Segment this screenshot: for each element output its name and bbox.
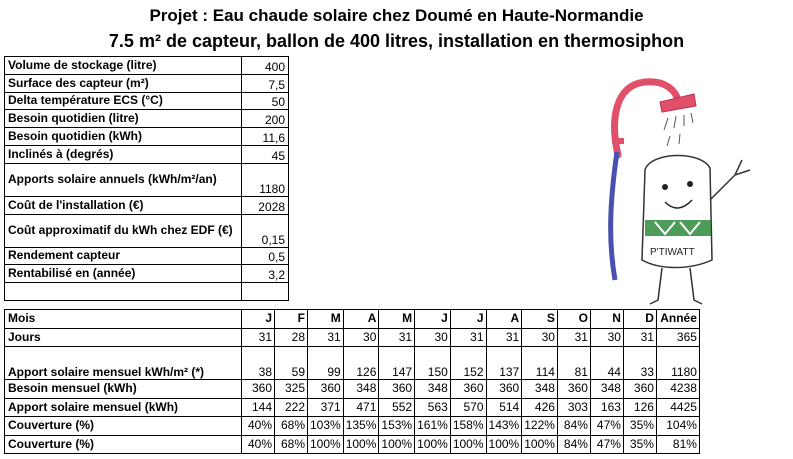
- monthly-cell: 135%: [343, 417, 379, 436]
- monthly-cell: 99: [308, 347, 344, 380]
- monthly-cell: 81: [557, 347, 590, 380]
- param-row: [5, 247, 289, 265]
- monthly-cell: 30: [415, 328, 451, 347]
- blank-row: [5, 283, 289, 301]
- monthly-cell: 360: [557, 380, 590, 399]
- monthly-cell: 426: [522, 398, 558, 417]
- monthly-year-cell: 4238: [656, 380, 699, 399]
- monthly-row-label: Jours: [5, 328, 242, 347]
- monthly-row-label: Couverture (%): [5, 417, 242, 436]
- monthly-cell: 100%: [522, 435, 558, 454]
- monthly-cell: 59: [275, 347, 308, 380]
- param-value: 7,5: [242, 74, 289, 92]
- monthly-cell: 84%: [557, 435, 590, 454]
- monthly-row-label: Couverture (%): [5, 435, 242, 454]
- monthly-header-row: [5, 310, 700, 329]
- monthly-cell: 360: [623, 380, 656, 399]
- param-row: [5, 214, 289, 247]
- param-row: [5, 128, 289, 146]
- monthly-cell: 371: [308, 398, 344, 417]
- param-value: 2028: [242, 196, 289, 214]
- param-label: Inclinés à (degrés): [5, 145, 242, 163]
- param-row: [5, 57, 289, 75]
- month-header: J: [242, 310, 275, 329]
- monthly-year-cell: 81%: [656, 435, 699, 454]
- month-header: A: [343, 310, 379, 329]
- monthly-cell: 30: [522, 328, 558, 347]
- character-legs: [650, 268, 702, 304]
- monthly-cell: 31: [486, 328, 522, 347]
- parameters-table: [4, 56, 289, 301]
- monthly-cell: 360: [242, 380, 275, 399]
- left-eye-icon: [662, 184, 668, 190]
- monthly-cell: 31: [623, 328, 656, 347]
- shower-valve-icon: [612, 138, 624, 144]
- monthly-cell: 31: [242, 328, 275, 347]
- monthly-cell: 84%: [557, 417, 590, 436]
- monthly-cell: 100%: [308, 435, 344, 454]
- shower-character-drawing: [570, 60, 770, 310]
- param-row: [5, 110, 289, 128]
- monthly-cell: 35%: [623, 417, 656, 436]
- monthly-cell: 40%: [242, 417, 275, 436]
- monthly-cell: 147: [379, 347, 415, 380]
- year-header: Année: [656, 310, 699, 329]
- monthly-year-cell: 365: [656, 328, 699, 347]
- month-header: S: [522, 310, 558, 329]
- monthly-row: [5, 398, 700, 417]
- monthly-cell: 563: [415, 398, 451, 417]
- param-label: Rentabilisé en (année): [5, 265, 242, 283]
- monthly-cell: 360: [450, 380, 486, 399]
- monthly-cell: 570: [450, 398, 486, 417]
- param-row: [5, 265, 289, 283]
- monthly-row: [5, 347, 700, 380]
- blank-cell: [5, 283, 242, 301]
- monthly-cell: 38: [242, 347, 275, 380]
- monthly-cell: 143%: [486, 417, 522, 436]
- param-value: 200: [242, 110, 289, 128]
- monthly-cell: 360: [308, 380, 344, 399]
- month-header: N: [590, 310, 623, 329]
- param-row: [5, 145, 289, 163]
- param-value: 11,6: [242, 128, 289, 146]
- blank-cell: [242, 283, 289, 301]
- monthly-cell: 114: [522, 347, 558, 380]
- param-row: [5, 163, 289, 196]
- monthly-cell: 31: [379, 328, 415, 347]
- param-value: 400: [242, 57, 289, 75]
- param-label: Coût approximatif du kWh chez EDF (€): [5, 214, 242, 247]
- param-label: Besoin quotidien (litre): [5, 110, 242, 128]
- monthly-cell: 514: [486, 398, 522, 417]
- param-value: 1180: [242, 163, 289, 196]
- monthly-cell: 100%: [343, 435, 379, 454]
- monthly-cell: 47%: [590, 435, 623, 454]
- monthly-year-cell: 1180: [656, 347, 699, 380]
- param-label: Apports solaire annuels (kWh/m²/an): [5, 163, 242, 196]
- monthly-cell: 348: [343, 380, 379, 399]
- monthly-cell: 30: [343, 328, 379, 347]
- monthly-cell: 126: [343, 347, 379, 380]
- monthly-header-label: Mois: [5, 310, 242, 329]
- monthly-row-label: Apport solaire mensuel (kWh): [5, 398, 242, 417]
- param-row: [5, 74, 289, 92]
- monthly-cell: 35%: [623, 435, 656, 454]
- monthly-cell: 348: [522, 380, 558, 399]
- monthly-cell: 152: [450, 347, 486, 380]
- param-label: Delta température ECS (°C): [5, 92, 242, 110]
- param-row: [5, 92, 289, 110]
- monthly-row: [5, 435, 700, 454]
- character-arm: [710, 160, 750, 200]
- monthly-cell: 360: [379, 380, 415, 399]
- page-subtitle: 7.5 m² de capteur, ballon de 400 litres, installation en thermosiphon: [108, 31, 685, 51]
- monthly-cell: 28: [275, 328, 308, 347]
- monthly-cell: 100%: [486, 435, 522, 454]
- monthly-cell: 31: [308, 328, 344, 347]
- monthly-row: [5, 380, 700, 399]
- monthly-row-label: Besoin mensuel (kWh): [5, 380, 242, 399]
- monthly-cell: 47%: [590, 417, 623, 436]
- monthly-cell: 471: [343, 398, 379, 417]
- monthly-cell: 163: [590, 398, 623, 417]
- monthly-cell: 33: [623, 347, 656, 380]
- param-label: Surface des capteur (m²): [5, 74, 242, 92]
- param-label: Besoin quotidien (kWh): [5, 128, 242, 146]
- monthly-year-cell: 104%: [656, 417, 699, 436]
- monthly-cell: 40%: [242, 435, 275, 454]
- param-value: 3,2: [242, 265, 289, 283]
- month-header: D: [623, 310, 656, 329]
- monthly-cell: 100%: [379, 435, 415, 454]
- monthly-row-label: Apport solaire mensuel kWh/m² (*): [5, 347, 242, 380]
- param-value: 50: [242, 92, 289, 110]
- param-label: Coût de l'installation (€): [5, 196, 242, 214]
- param-value: 0,15: [242, 214, 289, 247]
- drawing-label: P'TIWATT: [650, 247, 695, 258]
- monthly-row: [5, 417, 700, 436]
- monthly-cell: 161%: [415, 417, 451, 436]
- monthly-cell: 44: [590, 347, 623, 380]
- monthly-cell: 222: [275, 398, 308, 417]
- month-header: J: [415, 310, 451, 329]
- monthly-cell: 68%: [275, 435, 308, 454]
- monthly-row: [5, 328, 700, 347]
- monthly-year-cell: 4425: [656, 398, 699, 417]
- monthly-cell: 31: [557, 328, 590, 347]
- monthly-cell: 153%: [379, 417, 415, 436]
- monthly-cell: 348: [415, 380, 451, 399]
- right-eye-icon: [687, 181, 693, 187]
- param-label: Volume de stockage (litre): [5, 57, 242, 75]
- month-header: J: [450, 310, 486, 329]
- param-value: 45: [242, 145, 289, 163]
- monthly-cell: 303: [557, 398, 590, 417]
- monthly-cell: 126: [623, 398, 656, 417]
- monthly-cell: 137: [486, 347, 522, 380]
- monthly-cell: 158%: [450, 417, 486, 436]
- month-header: M: [379, 310, 415, 329]
- monthly-cell: 100%: [415, 435, 451, 454]
- monthly-table: [4, 309, 700, 454]
- monthly-cell: 100%: [450, 435, 486, 454]
- monthly-cell: 150: [415, 347, 451, 380]
- month-header: M: [308, 310, 344, 329]
- blue-pipe: [611, 152, 617, 280]
- month-header: A: [486, 310, 522, 329]
- monthly-cell: 348: [590, 380, 623, 399]
- page-title: Projet : Eau chaude solaire chez Doumé en Haute-Normandie: [149, 6, 644, 25]
- monthly-cell: 68%: [275, 417, 308, 436]
- param-label: Rendement capteur: [5, 247, 242, 265]
- monthly-cell: 552: [379, 398, 415, 417]
- month-header: O: [557, 310, 590, 329]
- monthly-cell: 122%: [522, 417, 558, 436]
- shower-pipe: [615, 82, 678, 155]
- monthly-cell: 144: [242, 398, 275, 417]
- monthly-cell: 325: [275, 380, 308, 399]
- param-value: 0,5: [242, 247, 289, 265]
- month-header: F: [275, 310, 308, 329]
- monthly-cell: 103%: [308, 417, 344, 436]
- param-row: [5, 196, 289, 214]
- monthly-cell: 31: [450, 328, 486, 347]
- monthly-cell: 30: [590, 328, 623, 347]
- monthly-cell: 360: [486, 380, 522, 399]
